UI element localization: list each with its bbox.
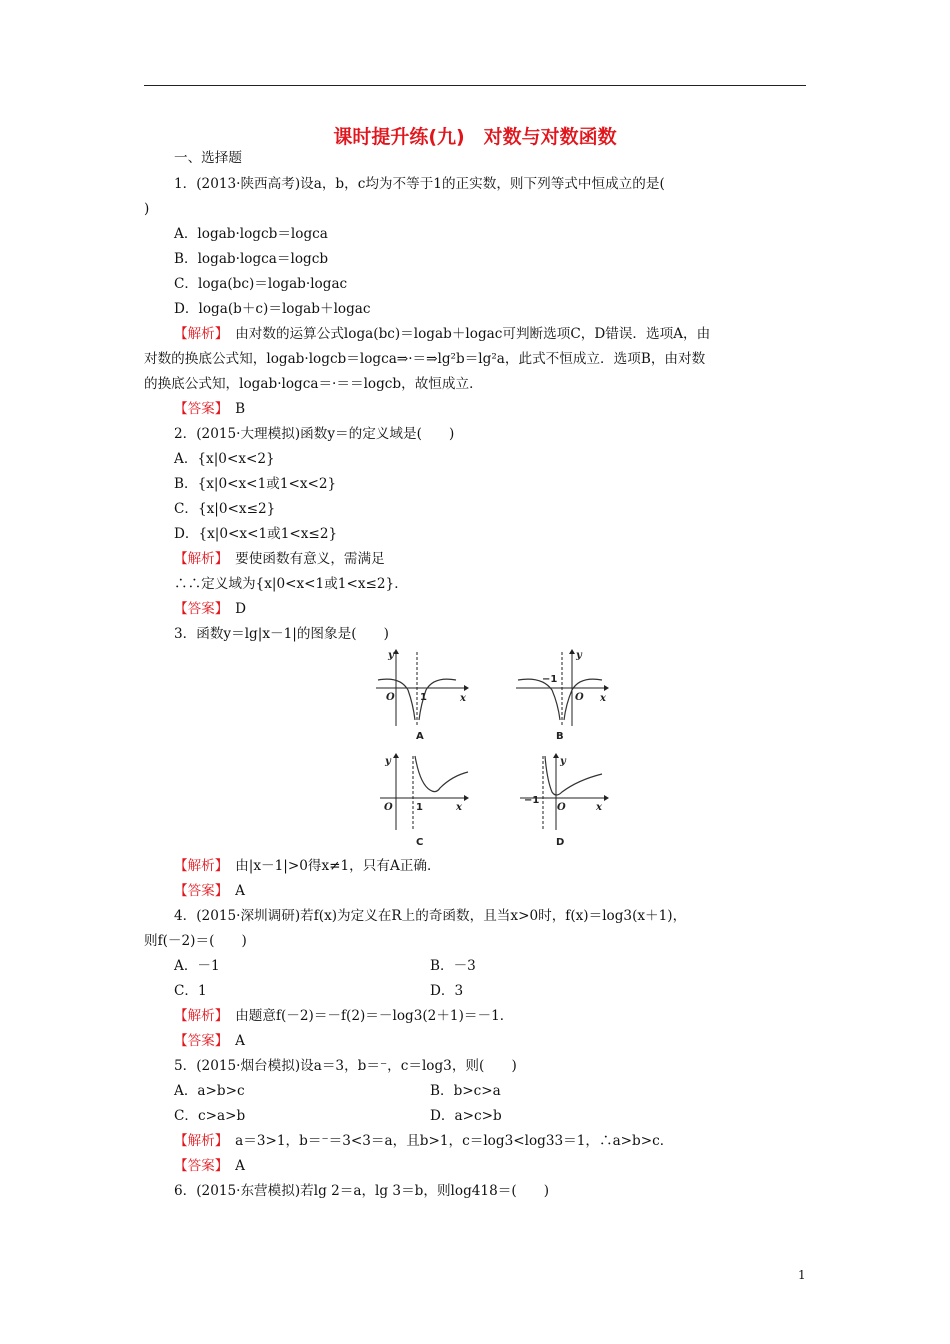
q5-option-a: A．a>b>c (174, 1083, 245, 1099)
q1-analysis-line2: 对数的换底公式知，logab·logcb＝logca⇒·＝⇒lg²b＝lg²a，此式不恒成立．选项B，由对数 (144, 351, 706, 367)
q5-analysis-text: a＝3>1，b＝⁻＝3<3＝a，且b>1，c＝log3<log33＝1，∴a>b>c． (221, 1133, 674, 1149)
q2-option-a: A．{x|0<x<2} (174, 451, 275, 467)
graph-c-tick: 1 (416, 802, 423, 813)
answer-label: 【答案】 (174, 1033, 222, 1049)
q2-analysis-line2: ∴∴定义域为{x|0<x<1或1<x≤2}． (174, 576, 408, 592)
graph-b (512, 648, 612, 748)
q5-option-c: C．c>a>b (174, 1108, 246, 1124)
q5-answer-value: A (221, 1158, 245, 1174)
graph-a-y-label: y (388, 650, 394, 661)
q4-answer-value: A (221, 1033, 245, 1049)
q2-answer (174, 599, 246, 619)
graph-c-y-label: y (385, 756, 391, 767)
q4-analysis-text: 由题意f(－2)＝－f(2)＝－log3(2＋1)＝－1． (221, 1008, 514, 1024)
graph-c-origin: O (384, 802, 393, 813)
q4-option-a: A．－1 (174, 958, 220, 974)
q4-stem-cont: 则f(－2)＝( ) (144, 933, 247, 949)
graph-a-caption: A (416, 731, 424, 742)
q2-option-c: C．{x|0<x≤2} (174, 501, 276, 517)
graph-c-x-label: x (456, 802, 462, 813)
q4-answer (174, 1031, 245, 1051)
q2-option-d: D．{x|0<x<1或1<x≤2} (174, 526, 338, 542)
q4-analysis (174, 1006, 513, 1026)
q2-stem: 2．(2015·大理模拟)函数y＝的定义域是( ) (174, 426, 455, 442)
q3-stem: 3．函数y＝lg|x－1|的图象是( ) (174, 626, 389, 642)
page-number: 1 (798, 1268, 806, 1282)
q1-answer-value: B (221, 401, 246, 417)
q3-analysis (174, 856, 441, 876)
q3-answer-value: A (221, 883, 245, 899)
q2-analysis (174, 549, 385, 569)
q5-answer (174, 1156, 245, 1176)
answer-label: 【答案】 (174, 401, 222, 417)
answer-label: 【答案】 (174, 601, 222, 617)
answer-label: 【答案】 (174, 883, 222, 899)
q2-answer-value: D (221, 601, 247, 617)
q2-option-b: B．{x|0<x<1或1<x<2} (174, 476, 337, 492)
graph-d (516, 752, 616, 852)
q1-option-c: C．loga(bc)＝logab·logac (174, 276, 348, 292)
q4-stem: 4．(2015·深圳调研)若f(x)为定义在R上的奇函数，且当x>0时，f(x)＝log3(x＋1)， (174, 908, 687, 924)
graph-d-origin: O (557, 802, 566, 813)
q3-analysis-text: 由|x－1|>0得x≠1，只有A正确． (221, 858, 441, 874)
q2-analysis-text: 要使函数有意义，需满足 (221, 551, 385, 567)
q6-stem: 6．(2015·东营模拟)若lg 2＝a，lg 3＝b，则log418＝( ) (174, 1183, 550, 1199)
graph-b-y-label: y (576, 650, 582, 661)
answer-label: 【答案】 (174, 1158, 222, 1174)
q5-option-d: D．a>c>b (430, 1108, 502, 1124)
graph-a (372, 648, 472, 748)
q5-analysis (174, 1131, 673, 1151)
graph-b-caption: B (556, 731, 564, 742)
q3-answer (174, 881, 245, 901)
q1-analysis-text: 由对数的运算公式loga(bc)＝logab＋logac可判断选项C，D错误．选项A，由 (221, 326, 711, 342)
graph-b-origin: O (575, 692, 584, 703)
q5-option-b: B．b>c>a (430, 1083, 501, 1099)
graph-d-y-label: y (560, 756, 566, 767)
analysis-label: 【解析】 (174, 1133, 222, 1149)
q1-option-a: A．logab·logcb＝logca (174, 226, 328, 242)
q1-analysis-line3: 的换底公式知，logab·logca＝·＝＝logcb，故恒成立． (144, 376, 483, 392)
q4-option-c: C．1 (174, 983, 207, 999)
q1-analysis (174, 324, 710, 344)
analysis-label: 【解析】 (174, 551, 222, 567)
q4-option-b: B．－3 (430, 958, 476, 974)
q5-stem: 5．(2015·烟台模拟)设a＝3，b＝⁻，c＝log3，则( ) (174, 1058, 517, 1074)
analysis-label: 【解析】 (174, 326, 222, 342)
graph-b-x-label: x (600, 693, 606, 704)
graph-b-tick: −1 (542, 674, 558, 685)
graph-c (376, 752, 476, 852)
q1-option-b: B．logab·logca＝logcb (174, 251, 329, 267)
graph-d-caption: D (556, 837, 565, 848)
graph-d-x-label: x (596, 802, 602, 813)
q1-answer (174, 399, 245, 419)
q1-option-d: D．loga(b＋c)＝logab＋logac (174, 301, 371, 317)
analysis-label: 【解析】 (174, 1008, 222, 1024)
q1-stem-cont: ) (144, 201, 150, 217)
graph-c-caption: C (416, 837, 424, 848)
section-heading: 一、选择题 (174, 150, 242, 166)
page-title: 课时提升练(九) 对数与对数函数 (333, 126, 617, 148)
q1-stem: 1．(2013·陕西高考)设a，b，c均为不等于1的正实数，则下列等式中恒成立的是( (174, 176, 665, 192)
graph-a-x-label: x (460, 693, 466, 704)
graph-d-tick: −1 (524, 795, 540, 806)
header-rule (144, 85, 806, 86)
analysis-label: 【解析】 (174, 858, 222, 874)
graph-a-origin: O (386, 692, 395, 703)
graph-a-tick: 1 (420, 692, 427, 703)
q4-option-d: D．3 (430, 983, 464, 999)
